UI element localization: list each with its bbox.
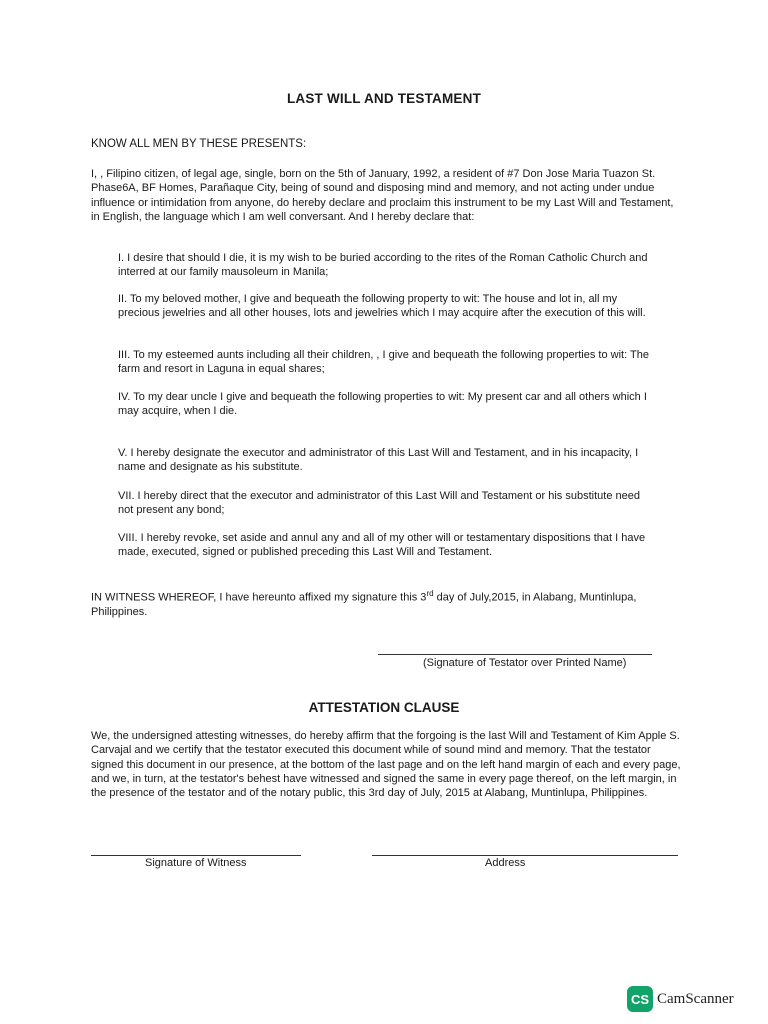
clause-8: VIII. I hereby revoke, set aside and annul any and all of my other will or testamentary dispositions that I have made, executed, signed or published preceding this Last Will and Testament. xyxy=(118,532,646,558)
attestation-paragraph: We, the undersigned attesting witnesses, do hereby affirm that the forgoing is the last Will and Testament of Kim Apple S. Carvajal and we certify that the testator executed this document while of sound mind and memory. That the testator signed this document in our presence, at the bottom of the last page and on the left hand margin of each and every page, and we, in turn, at the testator's behest have witnessed and signed the same in every page thereof, on the left margin, in the presence of the testator and of the notary public, this 3rd day of July, 2015 at Alabang, Muntinlupa, Philippines. xyxy=(91,730,681,800)
document-title: LAST WILL AND TESTAMENT xyxy=(286,91,482,106)
camscanner-label: CamScanner xyxy=(657,990,734,1007)
clause-1: I. I desire that should I die, it is my wish to be buried according to the rites of the Roman Catholic Church and interred at our family mausoleum in Manila; xyxy=(118,252,648,278)
camscanner-watermark xyxy=(627,986,734,1012)
testator-signature-line xyxy=(378,654,652,655)
attestation-title: ATTESTATION CLAUSE xyxy=(308,700,460,715)
clause-7: VII. I hereby direct that the executor and administrator of this Last Will and Testament or his substitute need not present any bond; xyxy=(118,490,640,516)
witness-text-start: IN WITNESS WHEREOF, I have hereunto affixed my signature this 3 xyxy=(91,591,427,604)
address-caption: Address xyxy=(485,857,526,869)
intro-paragraph: I, , Filipino citizen, of legal age, single, born on the 5th of January, 1992, a resident of #7 Don Jose Maria Tuazon St. Phase6A, BF Homes, Parañaque City, being of sound and disposing mind and memory, and not acting under undue influence or intimidation from anyone, do hereby declare and proclaim this instrument to be my Last Will and Testament, in English, the language which I am well conversant. And I hereby declare that: xyxy=(91,168,674,223)
clause-5: V. I hereby designate the executor and administrator of this Last Will and Testament, and in his incapacity, I name and designate as his substitute. xyxy=(118,447,639,473)
witness-ordinal-suffix: rd xyxy=(426,589,434,598)
preamble: KNOW ALL MEN BY THESE PRESENTS: xyxy=(91,138,307,150)
camscanner-logo-icon: CS xyxy=(627,986,653,1012)
address-line xyxy=(372,855,678,856)
clause-4: IV. To my dear uncle I give and bequeath the following properties to wit: My present car and all others which I may acquire, when I die. xyxy=(118,391,647,417)
witness-signature-caption: Signature of Witness xyxy=(145,857,247,869)
testator-signature-caption: (Signature of Testator over Printed Name) xyxy=(423,657,627,669)
witness-paragraph xyxy=(91,587,671,619)
clause-3: III. To my esteemed aunts including all their children, , I give and bequeath the following properties to wit: The farm and resort in Laguna in equal shares; xyxy=(118,349,649,375)
witness-signature-line xyxy=(91,855,301,856)
clause-2: II. To my beloved mother, I give and bequeath the following property to wit: The house and lot in, all my precious jewelries and all other houses, lots and jewelries which I may acquire after the execution of this will. xyxy=(118,293,646,319)
witness-text-end: day of July,2015, in Alabang, Muntinlupa, Philippines. xyxy=(91,591,637,618)
